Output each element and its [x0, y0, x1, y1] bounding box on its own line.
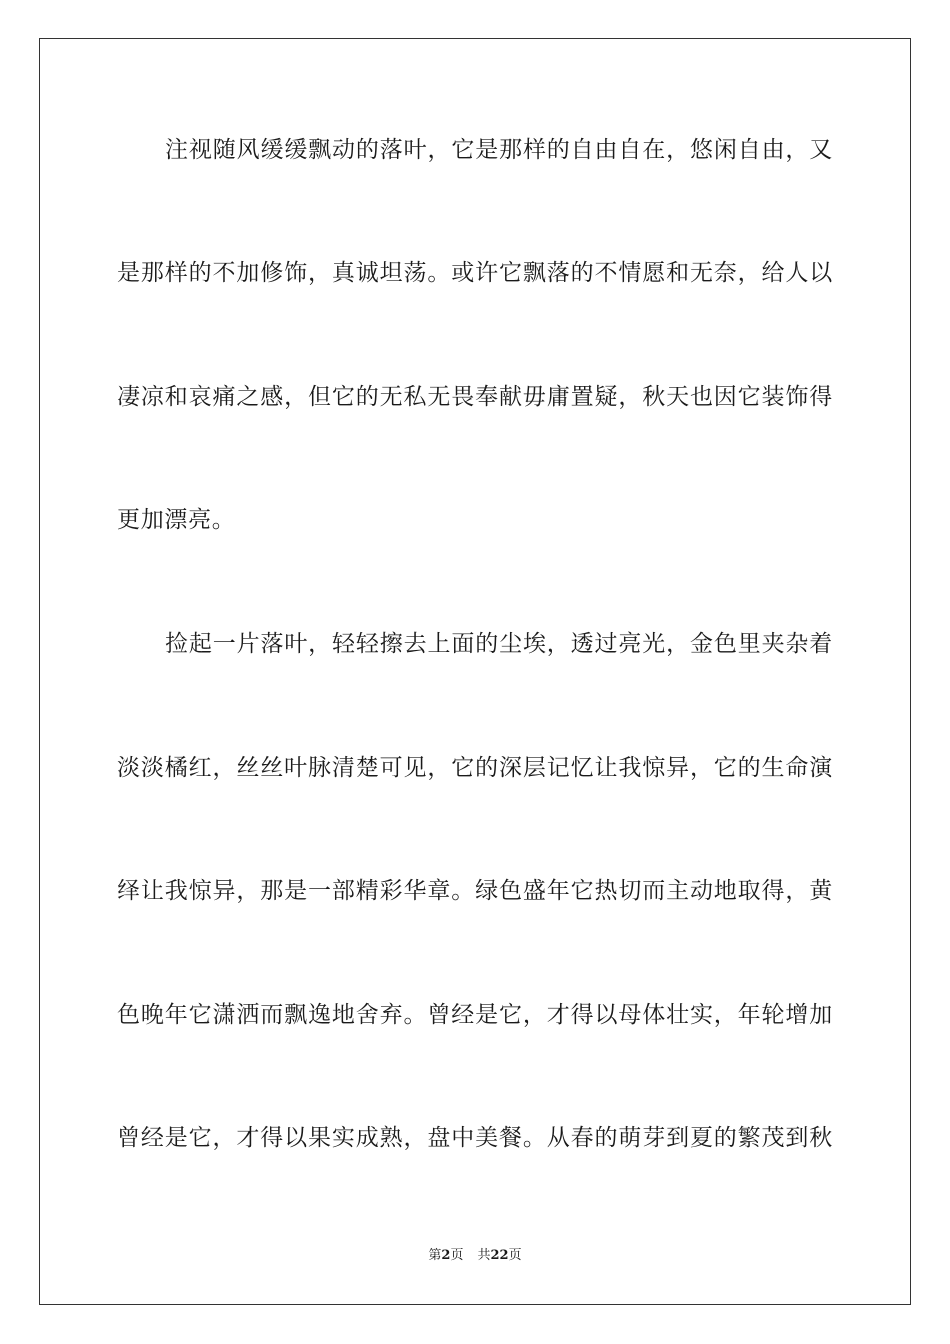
page-prefix: 第	[428, 1248, 442, 1263]
text-line: 注视随风缓缓飘动的落叶，它是那样的自由自在，悠闲自由，又	[165, 137, 833, 163]
page-footer	[0, 1247, 950, 1265]
total-indicator	[477, 1248, 521, 1263]
total-prefix: 共	[477, 1248, 491, 1263]
text-line: 更加漂亮。	[117, 507, 236, 533]
text-line: 淡淡橘红，丝丝叶脉清楚可见，它的深层记忆让我惊异，它的生命演	[117, 755, 833, 781]
text-line: 是那样的不加修饰，真诚坦荡。或许它飘落的不情愿和无奈，给人以	[117, 260, 833, 286]
text-line: 色晚年它潇洒而飘逸地舍弃。曾经是它，才得以母体壮实，年轮增加	[117, 1002, 833, 1028]
page-number: 2	[441, 1248, 451, 1263]
total-pages: 22	[490, 1248, 509, 1263]
text-line: 捡起一片落叶，轻轻擦去上面的尘埃，透过亮光，金色里夹杂着	[165, 631, 833, 657]
page-indicator	[428, 1248, 463, 1263]
page-border	[39, 38, 911, 1305]
text-line: 曾经是它，才得以果实成熟，盘中美餐。从春的萌芽到夏的繁茂到秋	[117, 1125, 833, 1151]
text-line: 绎让我惊异，那是一部精彩华章。绿色盛年它热切而主动地取得，黄	[117, 878, 833, 904]
text-line: 凄凉和哀痛之感，但它的无私无畏奉献毋庸置疑，秋天也因它装饰得	[117, 384, 833, 410]
total-suffix: 页	[508, 1248, 522, 1263]
page-suffix: 页	[450, 1248, 464, 1263]
